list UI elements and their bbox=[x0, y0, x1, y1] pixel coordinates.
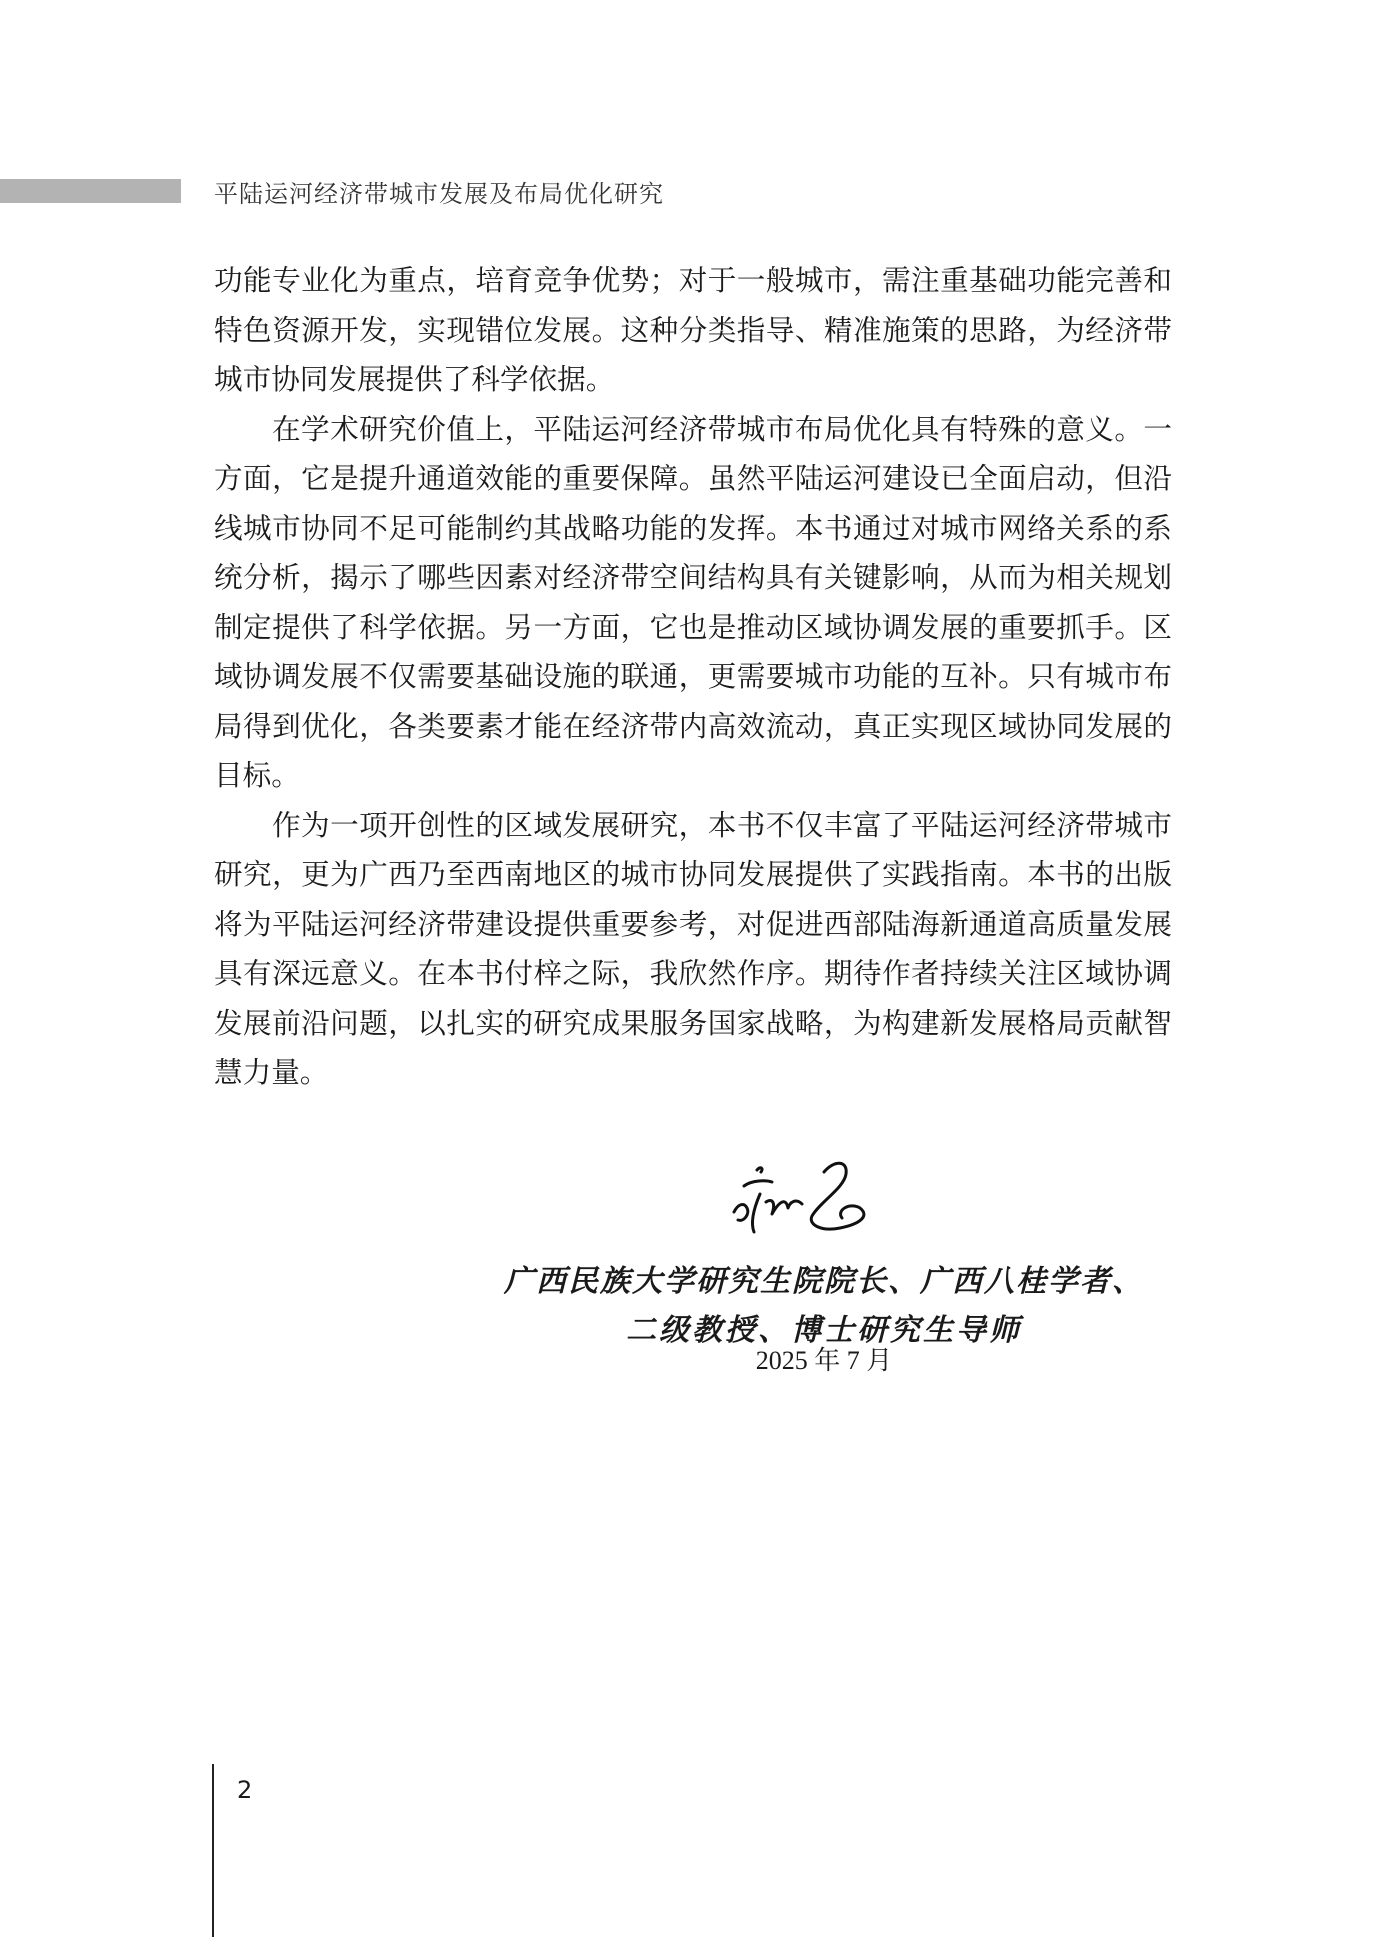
body-line: 发展前沿问题，以扎实的研究成果服务国家战略，为构建新发展格局贡献智 bbox=[214, 1005, 1172, 1040]
body-line: 目标。 bbox=[214, 758, 300, 792]
body-line: 作为一项开创性的区域发展研究，本书不仅丰富了平陆运河经济带城市 bbox=[272, 807, 1172, 842]
signature-date: 2025 年 7 月 bbox=[755, 1346, 893, 1375]
body-line: 特色资源开发，实现错位发展。这种分类指导、精准施策的思路，为经济带 bbox=[214, 312, 1172, 347]
body-line: 研究，更为广西乃至西南地区的城市协同发展提供了实践指南。本书的出版 bbox=[214, 857, 1172, 891]
body-line: 制定提供了科学依据。另一方面，它也是推动区域协调发展的重要抓手。区 bbox=[214, 609, 1172, 644]
body-line: 慧力量。 bbox=[214, 1055, 329, 1089]
body-line: 在学术研究价值上，平陆运河经济带城市布局优化具有特殊的意义。一 bbox=[272, 411, 1172, 446]
body-line: 线城市协同不足可能制约其战略功能的发挥。本书通过对城市网络关系的系 bbox=[214, 510, 1172, 545]
body-line: 局得到优化，各类要素才能在经济带内高效流动，真正实现区域协同发展的 bbox=[214, 708, 1172, 743]
signer-title-line1: 广西民族大学研究生院院长、广西八桂学者、 bbox=[504, 1264, 1144, 1299]
footer-vertical-rule bbox=[212, 1764, 214, 1937]
body-line: 统分析，揭示了哪些因素对经济带空间结构具有关键影响，从而为相关规划 bbox=[214, 560, 1172, 594]
running-header-title: 平陆运河经济带城市发展及布局优化研究 bbox=[214, 180, 664, 208]
body-line: 将为平陆运河经济带建设提供重要参考，对促进西部陆海新通道高质量发展 bbox=[214, 906, 1172, 941]
handwritten-signature bbox=[720, 1158, 920, 1248]
body-text bbox=[214, 256, 1172, 1098]
body-line: 具有深远意义。在本书付梓之际，我欣然作序。期待作者持续关注区域协调 bbox=[214, 956, 1172, 990]
header-bar bbox=[0, 179, 181, 203]
page-number: 2 bbox=[237, 1776, 253, 1804]
body-line: 方面，它是提升通道效能的重要保障。虽然平陆运河建设已全面启动，但沿 bbox=[214, 461, 1172, 495]
body-line: 域协调发展不仅需要基础设施的联通，更需要城市功能的互补。只有城市布 bbox=[214, 659, 1172, 693]
signer-title-line2: 二级教授、博士研究生导师 bbox=[626, 1313, 1022, 1348]
body-line: 功能专业化为重点，培育竞争优势；对于一般城市，需注重基础功能完善和 bbox=[214, 263, 1172, 297]
body-line: 城市协同发展提供了科学依据。 bbox=[214, 362, 615, 396]
